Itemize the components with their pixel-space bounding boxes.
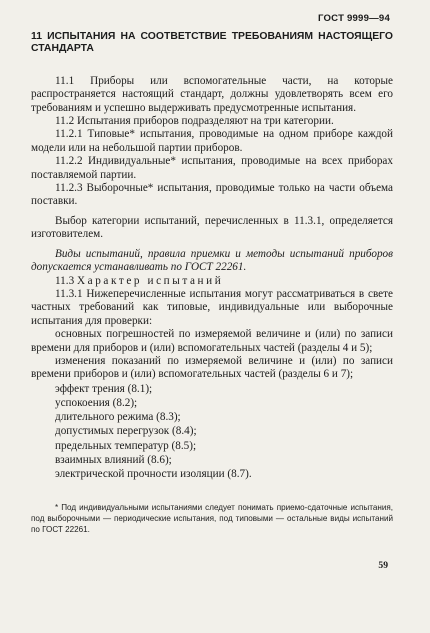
list-item: длительного режима (8.3); — [55, 411, 181, 424]
paragraph-11-2-3: 11.2.3 Выборочные* испытания, проводимые только на части объема поставки. — [31, 182, 393, 208]
list-item: эффект трения (8.1); — [55, 382, 153, 395]
footnote: * Под индивидуальными испытаниями следует понимать приемо-сдаточные испытания, под выборочными — периодические испытания, под типовыми — остальные виды испытаний по ГОСТ 22261. — [31, 503, 393, 534]
list-item: успокоения (8.2); — [55, 396, 138, 409]
page-number: 59 — [378, 560, 388, 571]
list-item: электрической прочности изоляции (8.7). — [55, 467, 252, 480]
paragraph-11-2-2: 11.2.2 Индивидуальные* испытания, проводимые на всех приборах поставляемой партии. — [31, 155, 393, 181]
list-item: предельных температур (8.5); — [55, 439, 197, 452]
paragraph-11-3-number: 11.3 — [55, 274, 75, 287]
paragraph-11-1: 11.1 Приборы или вспомогательные части, на которые распространяется настоящий стандарт, должны удовлетворять всем его требованиям и успешно выдерживать предусмотренные испытания. — [31, 74, 393, 114]
paragraph-11-3-1: 11.3.1 Нижеперечисленные испытания могут рассматриваться в свете частных требований как типовые, индивидуальные или выборочные испытания для проверки: — [31, 287, 393, 327]
list-item: допустимых перегрузок (8.4); — [55, 425, 197, 438]
test-list — [55, 382, 393, 481]
list-item: взаимных влияний (8.6); — [55, 453, 172, 466]
paragraph-11-2: 11.2 Испытания приборов подразделяют на три категории. — [55, 115, 334, 128]
paragraph-reading-changes: изменения показаний по измеряемой величине и (или) по записи времени приборов и (или) вспомогательных частей (разделы 6 и 7); — [31, 354, 393, 381]
main-content — [31, 31, 393, 481]
section-title: 11 ИСПЫТАНИЯ НА СООТВЕТСТВИЕ ТРЕБОВАНИЯМ НАСТОЯЩЕГО СТАНДАРТА — [31, 31, 393, 55]
paragraph-11-2-1: 11.2.1 Типовые* испытания, проводимые на одном приборе каждой модели или на небольшой партии приборов. — [31, 128, 393, 154]
paragraph-basic-errors: основных погрешностей по измеряемой величине и (или) по записи времени для приборов и (или) вспомогательных частей (разделы 4 и 5); — [31, 328, 393, 354]
paragraph-italic-note: Виды испытаний, правила приемки и методы испытаний приборов допускается устанавливать по ГОСТ 22261. — [31, 247, 393, 274]
paragraph-category-choice: Выбор категории испытаний, перечисленных в 11.3.1, определяется изготовителем. — [31, 214, 393, 241]
standard-header: ГОСТ 9999—94 — [318, 13, 390, 24]
paragraph-11-3-title: Характер испытаний — [76, 274, 224, 287]
paragraph-11-3 — [31, 275, 393, 288]
